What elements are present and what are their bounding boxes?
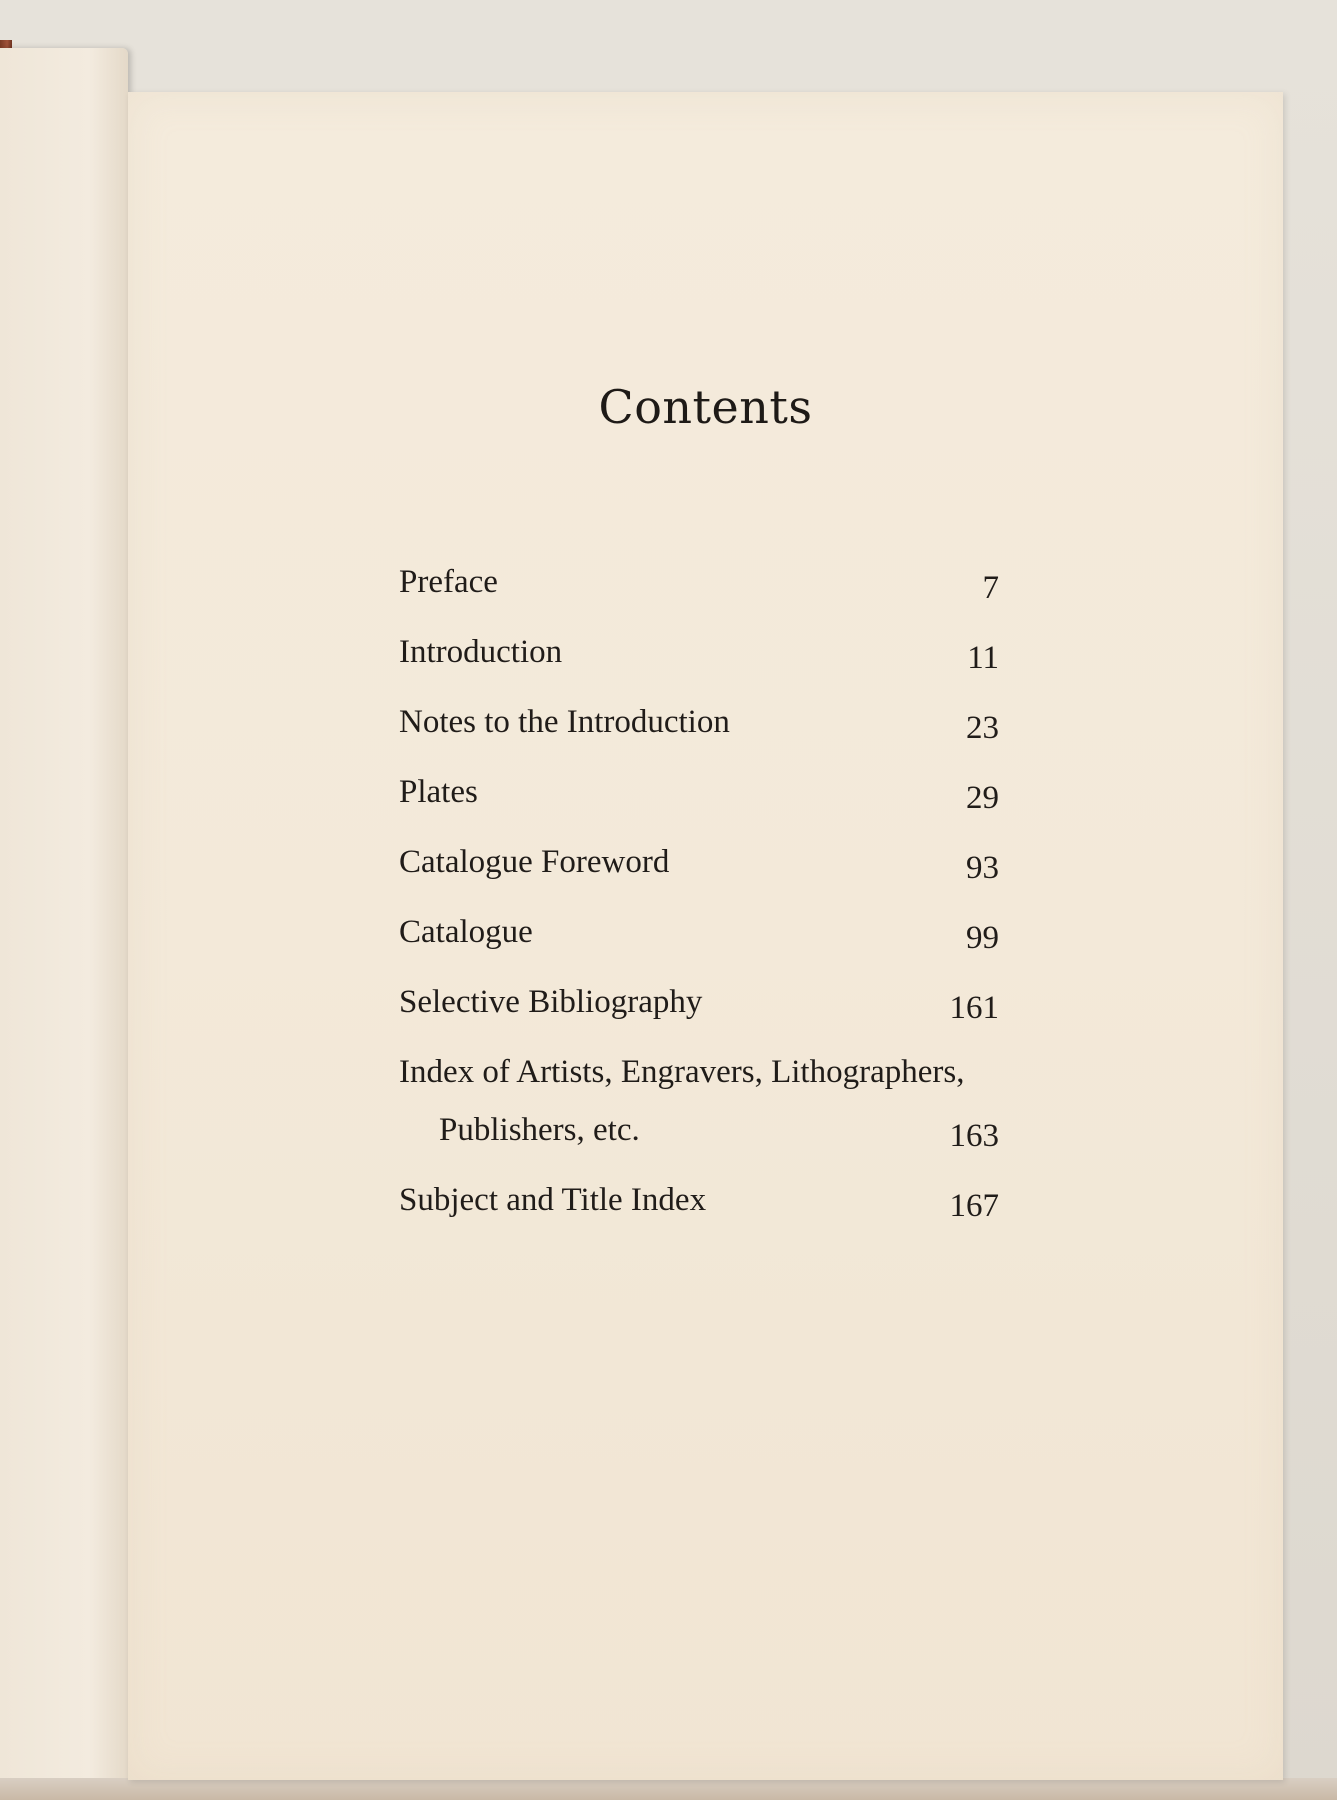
toc-entry-page: 163 — [949, 1118, 999, 1154]
toc-entry-label: Subject and Title Index — [399, 1182, 707, 1218]
toc-entry-page: 7 — [982, 570, 999, 606]
page-title: Contents — [598, 380, 813, 434]
toc-entry-page: 29 — [966, 780, 999, 816]
toc-entry — [399, 842, 999, 912]
toc-entry-label: Preface — [399, 564, 498, 600]
toc-entry — [399, 1180, 999, 1250]
book-cover-edge — [0, 1778, 1337, 1800]
toc-entry-page: 93 — [966, 850, 999, 886]
toc-entry-page: 161 — [949, 990, 999, 1026]
toc-entry-label: Selective Bibliography — [399, 984, 703, 1020]
table-of-contents — [399, 562, 999, 1250]
toc-entry — [399, 632, 999, 702]
toc-entry — [399, 562, 999, 632]
toc-entry-label: Introduction — [399, 634, 563, 670]
toc-entry-page: 23 — [966, 710, 999, 746]
toc-entry-label: Catalogue Foreword — [399, 844, 670, 880]
toc-entry — [399, 912, 999, 982]
toc-entry-page: 99 — [966, 920, 999, 956]
toc-entry — [399, 1052, 999, 1110]
toc-entry-label-continued: Publishers, etc. — [439, 1112, 640, 1148]
toc-entry-page: 11 — [967, 640, 999, 676]
toc-entry — [399, 702, 999, 772]
previous-page-edge — [0, 48, 128, 1800]
toc-entry — [399, 772, 999, 842]
book-page — [128, 92, 1283, 1780]
toc-entry-continuation — [399, 1110, 999, 1180]
toc-entry — [399, 982, 999, 1052]
toc-entry-page: 167 — [949, 1188, 999, 1224]
toc-entry-label: Index of Artists, Engravers, Lithographers, — [399, 1054, 965, 1090]
toc-entry-label: Plates — [399, 774, 478, 810]
toc-entry-label: Notes to the Introduction — [399, 704, 730, 740]
toc-entry-label: Catalogue — [399, 914, 533, 950]
